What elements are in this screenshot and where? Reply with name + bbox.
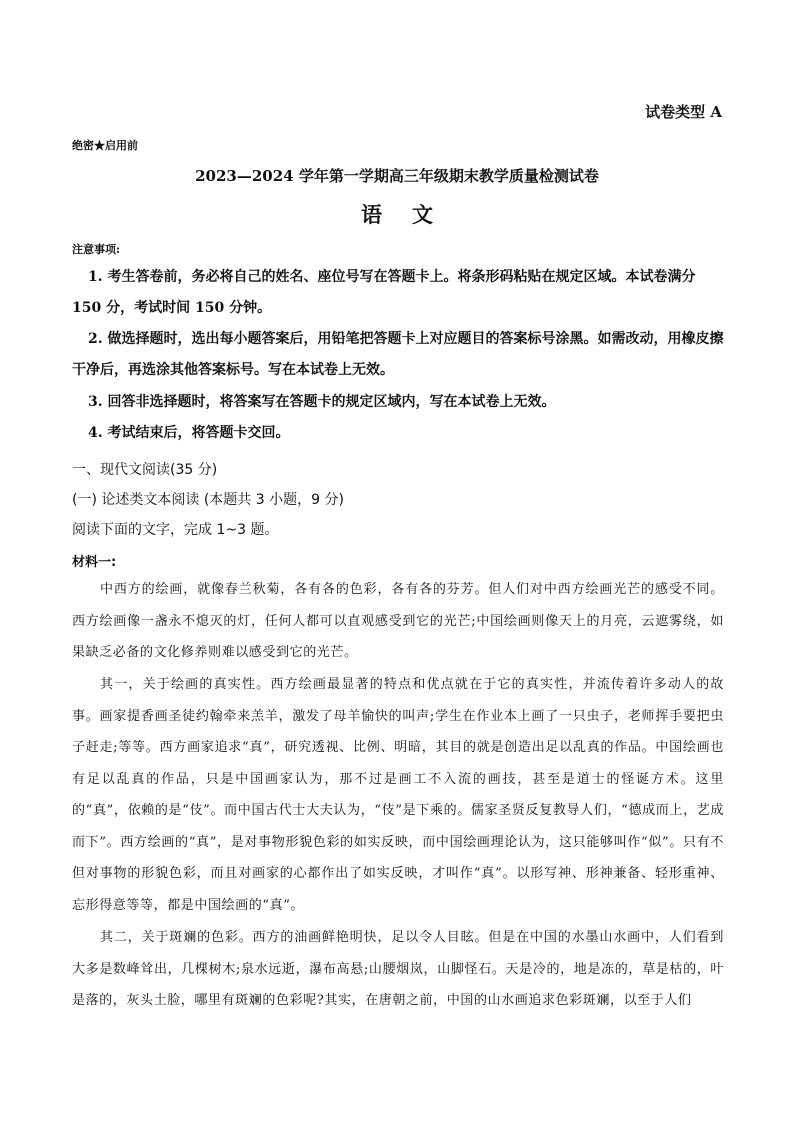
exam-title: 2023—2024 学年第一学期高三年级期末教学质量检测试卷 — [195, 167, 599, 185]
passage-paragraph: 其一，关于绘画的真实性。西方绘画最显著的特点和优点就在于它的真实性，并流传着许多动人的故事。画家提香画圣徒约翰牵来羔羊，激发了母羊愉快的叫声;学生在作业本上画了一只虫子，老师挥手要把虫子赶走;等等。西方画家追求“真”，研究透视、比例、明暗，其目的就是创造出足以乱真的作品。中国绘画也有足以乱真的作品，只是中国画家认为，那不过是画工不入流的画技，甚至是道士的怪诞方术。这里的“真”，依赖的是“伎”。而中国古代士大夫认为，“伎”是下乘的。儒家圣贤反复教导人们，“德成而上，艺成而下”。西方绘画的“真”，是对事物形貌色彩的如实反映，而中国绘画理论认为，这只能够叫作“似”。只有不但对事物的形貌色彩，而且对画家的心都作出了如实反映，才叫作“真”。以形写神、形神兼备、轻形重神、忘形得意等等，都是中国绘画的“真”。 — [72, 677, 724, 913]
notice-item-1: 1. 考生答卷前，务必将自己的姓名、座位号写在答题卡上。将条形码粘贴在规定区域。本试卷满分 150 分，考试时间 150 分钟。 — [72, 269, 696, 316]
subsection-heading: (一) 论述类文本阅读 (本题共 3 小题，9 分) — [72, 492, 344, 508]
notice-item-2: 2. 做选择题时，选出每小题答案后，用铅笔把答题卡上对应题目的答案标号涂黑。如需改动，用橡皮擦干净后，再选涂其他答案标号。写在本试卷上无效。 — [72, 331, 724, 378]
passage-paragraph: 其二，关于斑斓的色彩。西方的油画鲜艳明快，足以令人目眩。但是在中国的水墨山水画中，人们看到大多是数峰耸出，几棵树木;泉水远逝，瀑布高悬;山腰烟岚，山脚怪石。天是冷的，地是冻的，草是枯的，叶是落的，灰头土脸，哪里有斑斓的色彩呢?其实，在唐朝之前，中国的山水画追求色彩斑斓，以至于人们 — [72, 930, 724, 1008]
subject-title: 语文 — [361, 202, 463, 227]
paper-type-label: 试卷类型 A — [645, 103, 722, 121]
confidential-mark: 绝密★启用前 — [72, 139, 138, 152]
material-label: 材料一: — [72, 555, 117, 570]
notice-item-3: 3. 回答非选择题时，将答案写在答题卡的规定区域内，写在本试卷上无效。 — [88, 394, 556, 410]
notice-heading: 注意事项: — [72, 243, 121, 256]
reading-instruction: 阅读下面的文字，完成 1~3 题。 — [72, 522, 279, 538]
section-heading: 一、现代文阅读(35 分) — [72, 462, 218, 478]
notice-item-4: 4. 考试结束后，将答题卡交回。 — [88, 425, 290, 441]
passage-paragraph: 中西方的绘画，就像春兰秋菊，各有各的色彩，各有各的芬芳。但人们对中西方绘画光芒的感受不同。西方绘画像一盏永不熄灭的灯，任何人都可以直观感受到它的光芒;中国绘画则像天上的月亮，云遮雾绕，如果缺乏必备的文化修养则难以感受到它的光芒。 — [72, 582, 724, 660]
